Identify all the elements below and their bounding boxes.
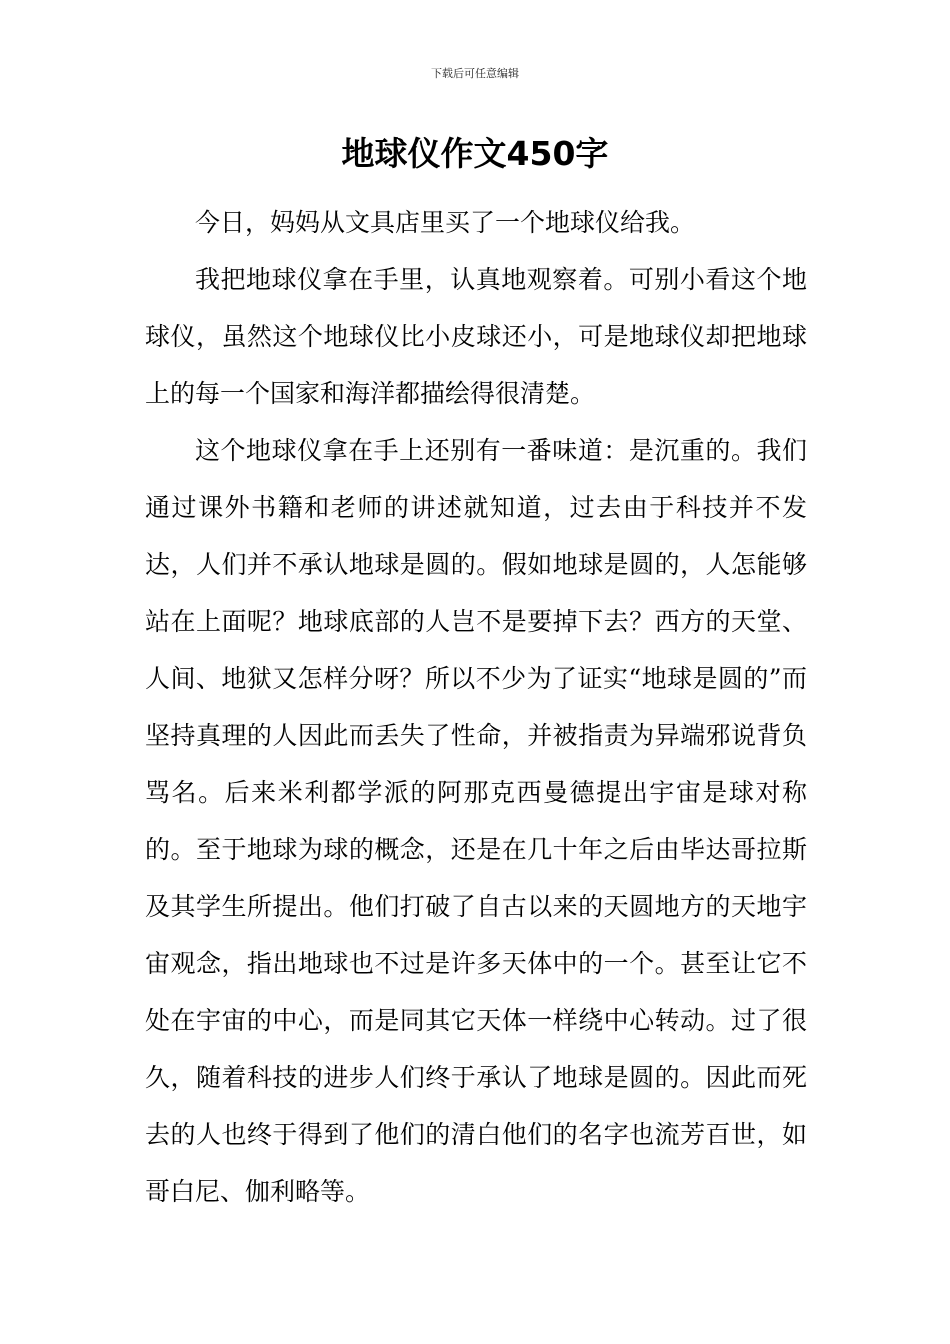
document-title: 地球仪作文450字 xyxy=(341,134,609,173)
document-body xyxy=(145,194,807,1220)
paragraph-1: 今日，妈妈从文具店里买了一个地球仪给我。 xyxy=(195,208,696,237)
paragraph-3: 这个地球仪拿在手上还别有一番味道：是沉重的。我们通过课外书籍和老师的讲述就知道，过去由于科技并不发达，人们并不承认地球是圆的。假如地球是圆的，人怎能够站在上面呢？地球底部的人岂不是要掉下去？西方的天堂、人间、地狱又怎样分呀？所以不少为了证实“地球是圆的”而坚持真理的人因此而丢失了性命，并被指责为异端邪说背负骂名。后来米利都学派的阿那克西曼德提出宇宙是球对称的。至于地球为球的概念，还是在几十年之后由毕达哥拉斯及其学生所提出。他们打破了自古以来的天圆地方的天地宇宙观念，指出地球也不过是许多天体中的一个。甚至让它不处在宇宙的中心，而是同其它天体一样绕中心转动。过了很久，随着科技的进步人们终于承认了地球是圆的。因此而死去的人也终于得到了他们的清白他们的名字也流芳百世，如哥白尼、伽利略等。 xyxy=(145,436,807,1206)
paragraph-2: 我把地球仪拿在手里，认真地观察着。可别小看这个地球仪，虽然这个地球仪比小皮球还小，可是地球仪却把地球上的每一个国家和海洋都描绘得很清楚。 xyxy=(145,265,807,408)
header-note: 下载后可任意编辑 xyxy=(431,67,519,80)
